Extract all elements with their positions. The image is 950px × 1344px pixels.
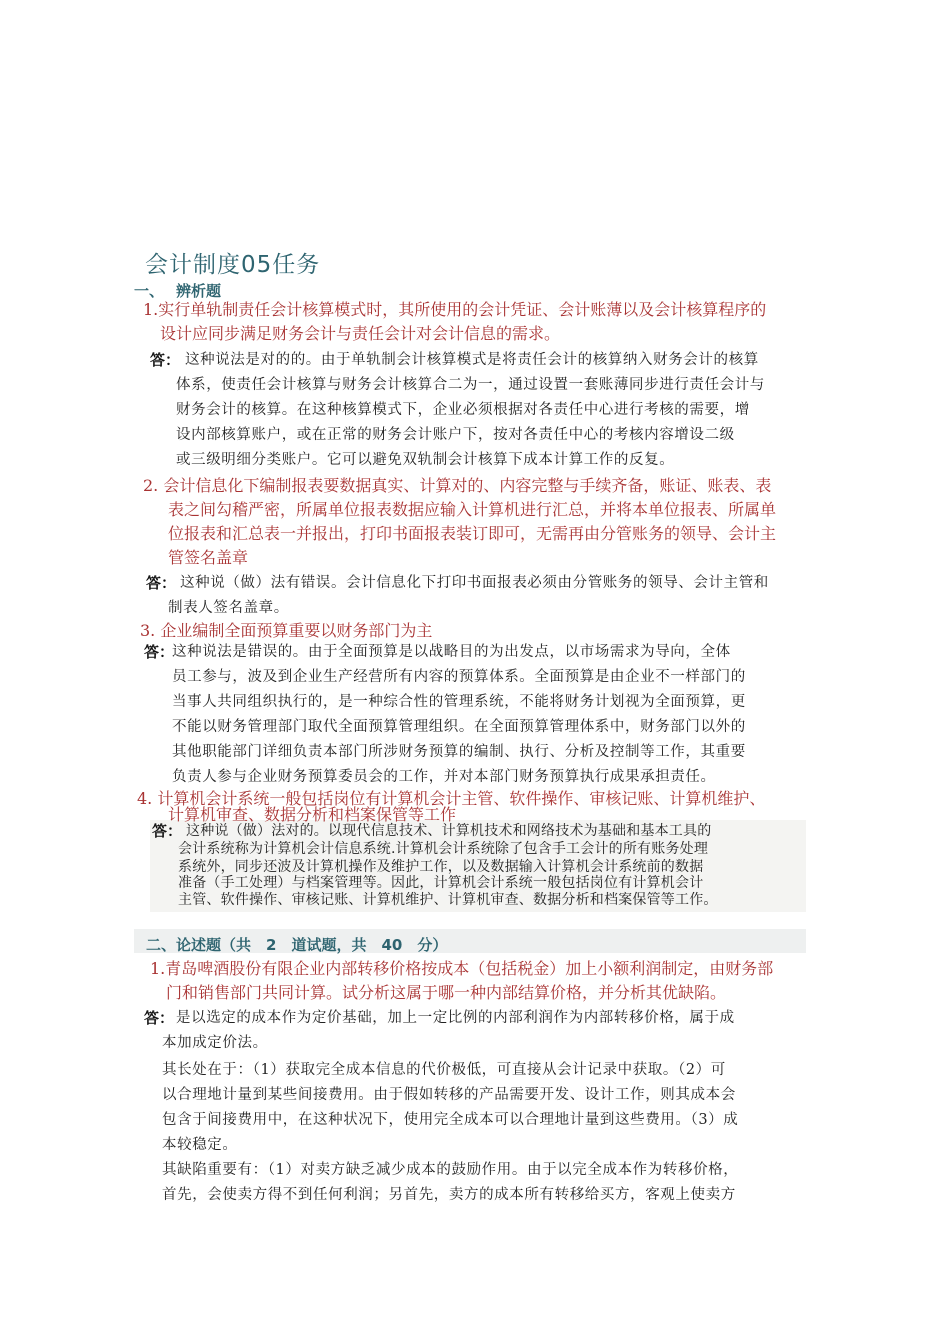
essay1-line: 门和销售部门共同计算。试分析这属于哪一种内部结算价格，并分析其优缺陷。 [166,983,727,1002]
section2-label: 二、论述题（共 2 道试题，共 40 分） [146,936,448,954]
q4-line: 4. 计算机会计系统一般包括岗位有计算机会计主管、软件操作、审核记账、计算机维护、 [137,789,766,808]
essay1-answer-line: 是以选定的成本作为定价基础，加上一定比例的内部利润作为内部转移价格，属于成 [176,1010,735,1026]
section1-label: 辨析题 [176,282,222,300]
q2-answer-line: 制表人签名盖章。 [168,600,289,616]
q2-line: 管签名盖章 [168,548,249,567]
q1-answer-line: 财务会计的核算。在这种核算模式下，企业必须根据对各责任中心进行考核的需要，增 [176,402,750,418]
q1-line: 1.实行单轨制责任会计核算模式时，其所使用的会计凭证、会计账薄以及会计核算程序的 [143,300,767,319]
q2-line: 表之间勾稽严密，所属单位报表数据应输入计算机进行汇总，并将本单位报表、所属单 [168,500,777,519]
essay1-answer-label: 答： [144,1009,175,1027]
q4-answer-line: 主管、软件操作、审核记账、计算机维护、计算机审查、数据分析和档案保管等工作。 [178,892,718,908]
q4-line: 计算机审查、数据分析和档案保管等工作 [168,805,457,824]
q1-answer-label: 答： [150,351,181,369]
essay1-answer-line: 首先，会使卖方得不到任何利润；另首先，卖方的成本所有转移给买方，客观上使卖方 [162,1187,736,1203]
q1-answer-line: 设内部核算账户，或在正常的财务会计账户下，按对各责任中心的考核内容增设二级 [176,427,735,443]
essay1-answer-line: 本加成定价法。 [162,1035,268,1051]
q2-line: 位报表和汇总表一并报出，打印书面报表装订即可，无需再由分管账务的领导、会计主 [168,524,777,543]
q3-answer-line: 负责人参与企业财务预算委员会的工作，并对本部门财务预算执行成果承担责任。 [172,769,716,785]
section1-number: 一、 [134,282,165,300]
essay1-answer-line: 其缺陷重要有：（1）对卖方缺乏减少成本的鼓励作用。由于以完全成本作为转移价格， [162,1162,739,1178]
q1-answer-line: 这种说法是对的的。由于单轨制会计核算模式是将责任会计的核算纳入财务会计的核算 [185,352,759,368]
q1-answer-line: 体系，使责任会计核算与财务会计核算合二为一，通过设置一套账薄同步进行责任会计与 [176,377,765,393]
essay1-line: 1.青岛啤酒股份有限企业内部转移价格按成本（包括税金）加上小额利润制定，由财务部 [150,959,774,978]
q3-answer-line: 不能以财务管理部门取代全面预算管理组织。在全面预算管理体系中，财务部门以外的 [172,719,746,735]
q4-answer-line: 准备（手工处理）与档案管理等。因此，计算机会计系统一般包括岗位有计算机会计 [178,875,704,891]
q4-answer-line: 系统外，同步还波及计算机操作及维护工作，以及数据输入计算机会计系统前的数据 [178,859,704,875]
q4-answer-label: 答： [152,822,183,840]
q3-answer-label: 答： [144,643,175,661]
q4-answer-line: 会计系统称为计算机会计信息系统.计算机会计系统除了包含手工会计的所有账务处理 [178,841,709,857]
q3-answer-line: 员工参与，波及到企业生产经营所有内容的预算体系。全面预算是由企业不一样部门的 [172,669,746,685]
essay1-answer-line: 包含于间接费用中，在这种状况下，使用完全成本可以合理地计量到这些费用。（3）成 [162,1112,739,1128]
page-title: 会计制度05任务 [145,252,321,278]
essay1-answer-line: 以合理地计量到某些间接费用。由于假如转移的产品需要开发、设计工作，则其成本会 [162,1087,736,1103]
q2-line: 2. 会计信息化下编制报表要数据真实、计算对的、内容完整与手续齐备，账证、账表、表 [143,476,772,495]
q4-answer-line: 这种说（做）法对的。以现代信息技术、计算机技术和网络技术为基础和基本工具的 [186,823,712,839]
q2-answer-label: 答： [146,574,177,592]
q1-line: 设计应同步满足财务会计与责任会计对会计信息的需求。 [160,324,561,343]
q3-answer-line: 其他职能部门详细负责本部门所涉财务预算的编制、执行、分析及控制等工作，其重要 [172,744,746,760]
q1-answer-line: 或三级明细分类账户。它可以避免双轨制会计核算下成本计算工作的反复。 [176,452,675,468]
q3-line: 3. 企业编制全面预算重要以财务部门为主 [140,621,433,640]
q2-answer-line: 这种说（做）法有错误。会计信息化下打印书面报表必须由分管账务的领导、会计主管和 [180,575,769,591]
q3-answer-line: 当事人共同组织执行的，是一种综合性的管理系统，不能将财务计划视为全面预算，更 [172,694,746,710]
essay1-answer-line: 其长处在于：（1）获取完全成本信息的代价极低，可直接从会计记录中获取。（2）可 [162,1062,726,1078]
q3-answer-line: 这种说法是错误的。由于全面预算是以战略目的为出发点，以市场需求为导向，全体 [172,644,731,660]
essay1-answer-line: 本较稳定。 [162,1137,238,1153]
